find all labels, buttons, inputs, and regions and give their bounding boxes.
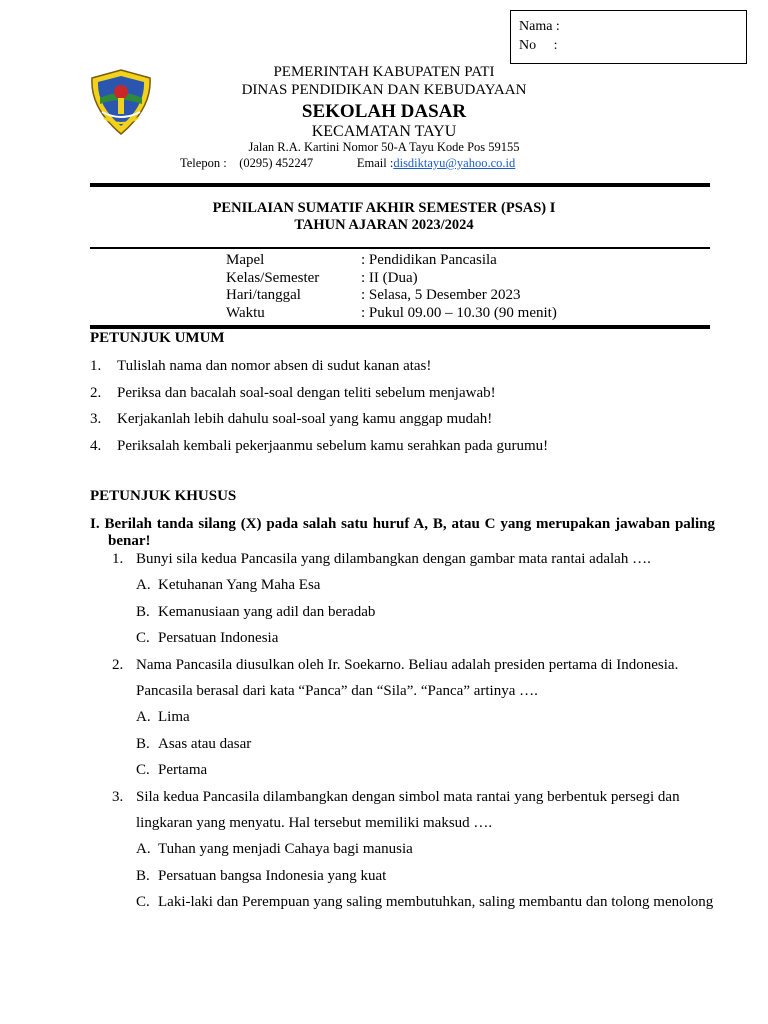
- question-item: [112, 652, 715, 784]
- option-letter: A.: [136, 841, 151, 858]
- answer-option[interactable]: [136, 731, 715, 757]
- phone-label: Telepon :: [180, 156, 227, 170]
- answer-option[interactable]: [136, 889, 715, 915]
- info-row: [226, 305, 557, 323]
- option-text: Persatuan Indonesia: [158, 630, 279, 647]
- info-key: Mapel: [226, 252, 265, 268]
- info-divider: [90, 325, 710, 329]
- school-name: SEKOLAH DASAR: [301, 101, 467, 122]
- exam-year: TAHUN AJARAN 2023/2024: [294, 217, 474, 233]
- question-list: [112, 546, 715, 916]
- info-key: Waktu: [226, 304, 265, 321]
- option-letter: C.: [136, 762, 150, 779]
- special-instructions-heading: PETUNJUK KHUSUS: [90, 488, 237, 504]
- question-number: 3.: [112, 788, 124, 805]
- answer-option[interactable]: [136, 863, 715, 889]
- school-address: Jalan R.A. Kartini Nomor 50-A Tayu Kode Pos 59155: [248, 140, 520, 154]
- answer-option[interactable]: [136, 836, 715, 862]
- department-line: DINAS PENDIDIKAN DAN KEBUDAYAAN: [241, 82, 527, 98]
- info-key: Hari/tanggal: [226, 287, 301, 303]
- option-letter: B.: [136, 735, 150, 752]
- option-letter: C.: [136, 894, 150, 911]
- question-text: Nama Pancasila diusulkan oleh Ir. Soekarno. Beliau adalah presiden pertama di Indonesia. Pancasila berasal dari kata “Panca” dan “Sila”. “Panca” artinya ….: [136, 656, 679, 700]
- answer-option[interactable]: [136, 625, 715, 651]
- question-item: [112, 546, 715, 652]
- general-instructions-heading: PETUNJUK UMUM: [90, 330, 225, 346]
- item-text: Kerjakanlah lebih dahulu soal-soal yang kamu anggap mudah!: [117, 411, 493, 427]
- item-number: 2.: [90, 384, 102, 401]
- option-letter: B.: [136, 867, 150, 884]
- email-label: Email :: [356, 156, 394, 170]
- option-text: Ketuhanan Yang Maha Esa: [158, 577, 321, 594]
- email-link[interactable]: disdiktayu@yahoo.co.id: [393, 156, 516, 170]
- question-text: Bunyi sila kedua Pancasila yang dilambangkan dengan gambar mata rantai adalah ….: [136, 551, 651, 567]
- item-text: Tulislah nama dan nomor absen di sudut kanan atas!: [117, 358, 432, 374]
- district-name: KECAMATAN TAYU: [311, 123, 457, 140]
- item-number: 4.: [90, 437, 102, 454]
- header-divider: [90, 183, 710, 187]
- question-text: Sila kedua Pancasila dilambangkan dengan simbol mata rantai yang berbentuk persegi dan lingkaran yang menyatu. Hal tersebut memiliki maksud ….: [136, 788, 680, 832]
- list-item: [90, 380, 714, 407]
- option-text: Lima: [158, 709, 190, 726]
- government-line: PEMERINTAH KABUPATEN PATI: [273, 64, 495, 80]
- option-text: Persatuan bangsa Indonesia yang kuat: [158, 867, 387, 884]
- option-text: Asas atau dasar: [158, 735, 252, 752]
- name-label: Nama :: [519, 19, 560, 34]
- option-text: Tuhan yang menjadi Cahaya bagi manusia: [158, 841, 413, 858]
- phone-number: (0295) 452247: [239, 156, 314, 170]
- item-number: 1.: [90, 358, 102, 374]
- section-instruction: I. Berilah tanda silang (X) pada salah satu huruf A, B, atau C yang merupakan jawaban paling benar!: [90, 516, 715, 549]
- answer-option[interactable]: [136, 704, 715, 730]
- option-letter: B.: [136, 603, 150, 620]
- list-item: [90, 433, 714, 460]
- option-letter: A.: [136, 709, 151, 726]
- question-number: 2.: [112, 656, 124, 673]
- title-divider: [90, 247, 710, 249]
- exam-title: PENILAIAN SUMATIF AKHIR SEMESTER (PSAS) I: [212, 200, 556, 216]
- info-value: : Pendidikan Pancasila: [361, 252, 497, 268]
- answer-option[interactable]: [136, 572, 715, 598]
- item-number: 3.: [90, 411, 102, 427]
- contact-line: [180, 156, 515, 171]
- list-item: [90, 353, 714, 380]
- general-instructions-list: [90, 353, 714, 459]
- option-letter: A.: [136, 577, 151, 594]
- info-row: [226, 287, 557, 305]
- question-item: [112, 784, 715, 916]
- exam-info: [226, 252, 557, 322]
- info-value: : II (Dua): [361, 269, 418, 286]
- option-text: Pertama: [158, 762, 208, 779]
- info-row: [226, 270, 557, 288]
- question-number: 1.: [112, 551, 124, 567]
- number-label: No :: [519, 38, 558, 53]
- option-text: Laki-laki dan Perempuan yang saling membutuhkan, saling membantu dan tolong menolong: [158, 894, 714, 911]
- info-value: : Selasa, 5 Desember 2023: [361, 287, 521, 303]
- student-name-box: [510, 10, 747, 64]
- answer-option[interactable]: [136, 599, 715, 625]
- item-text: Periksa dan bacalah soal-soal dengan teliti sebelum menjawab!: [117, 384, 496, 401]
- answer-option[interactable]: [136, 757, 715, 783]
- info-value: : Pukul 09.00 – 10.30 (90 menit): [361, 304, 557, 321]
- option-letter: C.: [136, 630, 150, 647]
- item-text: Periksalah kembali pekerjaanmu sebelum kamu serahkan pada gurumu!: [117, 437, 549, 454]
- option-text: Kemanusiaan yang adil dan beradab: [158, 603, 376, 620]
- info-row: [226, 252, 557, 270]
- list-item: [90, 406, 714, 433]
- info-key: Kelas/Semester: [226, 269, 320, 286]
